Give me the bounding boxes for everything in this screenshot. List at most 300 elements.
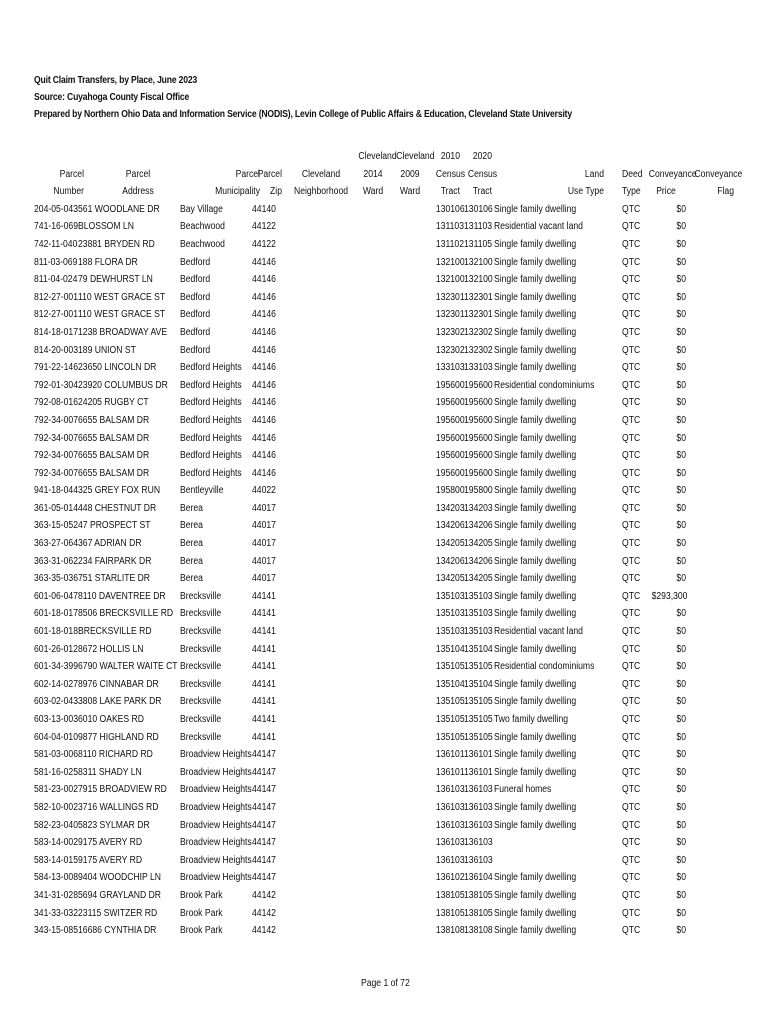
conveyance-price-cell: $0 [676,784,686,796]
deed-type-cell: QTC [622,274,641,286]
deed-type-cell: QTC [622,432,641,444]
parcel-municipality-cell: Brecksville [180,696,222,708]
table-row [0,500,770,518]
parcel-number-cell: 601-06-047 [34,590,78,602]
parcel-municipality-cell: Bay Village [180,203,223,215]
parcel-number-cell: 792-34-007 [34,414,78,426]
deed-type-cell: QTC [622,925,641,937]
conveyance-price-cell: $0 [676,379,686,391]
parcel-municipality-cell: Bedford Heights [180,397,242,409]
land-use-type-cell: Single family dwelling [494,801,577,813]
table-row [0,517,770,535]
parcel-address-cell: 5694 GRAYLAND DR [78,889,162,901]
parcel-zip-cell: 44146 [252,379,276,391]
deed-type-cell: QTC [622,837,641,849]
land-use-type-cell: Single family dwelling [494,538,577,550]
land-use-type-cell: Single family dwelling [494,731,577,743]
census-tract-2010-cell: 135105 [435,661,465,673]
parcel-address-cell: 3716 WALLINGS RD [78,801,159,813]
deed-type-cell: QTC [622,714,641,725]
conveyance-price-cell: $0 [676,872,686,884]
parcel-number-cell: 363-35-036 [34,573,78,585]
census-tract-2010-cell: 135103 [435,626,465,638]
deed-type-cell: QTC [622,608,641,620]
conveyance-price-cell: $0 [676,432,686,444]
parcel-address-cell: 189 UNION ST [78,344,136,356]
conveyance-price-cell: $0 [676,238,686,250]
parcel-number-cell: 363-27-064 [34,538,78,550]
deed-type-cell: QTC [622,889,641,901]
table-row [0,465,770,483]
parcel-address-cell: 7915 BROADVIEW RD [78,784,167,796]
parcel-municipality-cell: Bedford Heights [180,379,242,391]
census-tract-2010-cell: 136103 [435,854,465,866]
census-tract-2010-cell: 132302 [435,344,465,356]
column-header-ward-2009: Ward [399,186,421,198]
deed-type-cell: QTC [622,766,641,778]
table-header-row [0,166,770,184]
land-use-type-cell: Single family dwelling [494,608,577,620]
census-tract-2020-cell: 136103 [464,854,493,866]
land-use-type-cell: Single family dwelling [494,643,577,655]
land-use-type-cell: Single family dwelling [494,362,577,374]
deed-type-cell: QTC [622,678,641,690]
parcel-municipality-cell: Beachwood [180,221,225,233]
land-use-type-cell: Single family dwelling [494,678,577,690]
land-use-type-cell: Single family dwelling [494,520,577,532]
table-row [0,377,770,395]
parcel-zip-cell: 44146 [252,467,276,479]
column-header-census-tract-2020: Census [467,168,498,180]
parcel-address-cell: 6655 BALSAM DR [78,450,150,462]
census-tract-2020-cell: 195600 [464,397,493,409]
conveyance-price-cell: $0 [676,749,686,761]
table-row [0,623,770,641]
parcel-address-cell: 6790 WALTER WAITE CT [78,661,178,673]
parcel-zip-cell: 44147 [252,837,276,849]
column-header-ward-2014: Cleveland [358,151,397,162]
parcel-municipality-cell: Broadview Heights [180,784,252,796]
conveyance-price-cell: $293,300 [651,590,688,602]
table-row [0,799,770,817]
parcel-number-cell: 602-14-027 [34,678,78,690]
deed-type-cell: QTC [622,485,641,497]
parcel-number-cell: 812-27-001 [34,309,78,321]
parcel-address-cell: 188 FLORA DR [78,256,138,268]
census-tract-2020-cell: 132301 [464,291,493,303]
parcel-zip-cell: 44147 [252,766,276,778]
census-tract-2020-cell: 134206 [464,555,493,567]
parcel-zip-cell: 44022 [252,485,276,497]
conveyance-price-cell: $0 [676,467,686,479]
column-header-conveyance-price: Price [656,186,676,198]
conveyance-price-cell: $0 [676,291,686,303]
census-tract-2020-cell: 131103 [464,221,493,233]
parcel-address-cell: 9175 AVERY RD [78,837,143,849]
land-use-type-cell: Residential vacant land [494,626,583,638]
table-row [0,342,770,360]
conveyance-price-cell: $0 [676,520,686,532]
census-tract-2020-cell: 132301 [464,309,493,321]
deed-type-cell: QTC [622,661,641,673]
census-tract-2010-cell: 135105 [435,731,465,743]
parcel-number-cell: 792-01-304 [34,379,78,391]
census-tract-2010-cell: 130106 [435,203,465,215]
land-use-type-cell: Residential vacant land [494,221,583,233]
parcel-address-cell: 5823 SYLMAR DR [78,819,150,831]
column-header-cleveland-neighborhood: Cleveland [301,168,341,180]
census-tract-2010-cell: 132100 [435,256,465,268]
conveyance-price-cell: $0 [676,643,686,655]
parcel-municipality-cell: Bedford Heights [180,450,242,462]
census-tract-2020-cell: 131105 [464,238,493,250]
deed-type-cell: QTC [622,309,641,321]
census-tract-2010-cell: 195600 [435,414,465,426]
land-use-type-cell: Single family dwelling [494,590,577,602]
table-row [0,905,770,923]
census-tract-2020-cell: 134205 [464,538,493,550]
quit-claim-table [0,148,770,940]
census-tract-2010-cell: 195600 [435,379,465,391]
census-tract-2020-cell: 135105 [464,661,493,673]
parcel-address-cell: 6010 OAKES RD [78,714,144,725]
land-use-type-cell: Single family dwelling [494,485,577,497]
parcel-number-cell: 341-33-032 [34,907,78,919]
conveyance-price-cell: $0 [676,696,686,708]
column-header-parcel-zip: Parcel [257,168,282,180]
parcel-municipality-cell: Broadview Heights [180,837,252,849]
conveyance-price-cell: $0 [676,819,686,831]
conveyance-price-cell: $0 [676,414,686,426]
conveyance-price-cell: $0 [676,203,686,215]
parcel-address-cell: 3808 LAKE PARK DR [78,696,162,708]
census-tract-2010-cell: 134203 [435,502,465,514]
census-tract-2020-cell: 138105 [464,907,493,919]
parcel-municipality-cell: Brecksville [180,590,222,602]
parcel-address-cell: BLOSSOM LN [78,221,134,233]
table-row [0,676,770,694]
parcel-municipality-cell: Broadview Heights [180,819,252,831]
conveyance-price-cell: $0 [676,907,686,919]
census-tract-2020-cell: 136104 [464,872,493,884]
conveyance-price-cell: $0 [676,925,686,937]
parcel-address-cell: 16686 CYNTHIA DR [78,925,157,937]
land-use-type-cell: Single family dwelling [494,397,577,409]
parcel-zip-cell: 44147 [252,749,276,761]
table-row [0,729,770,747]
census-tract-2010-cell: 138105 [435,907,465,919]
table-row [0,236,770,254]
parcel-zip-cell: 44146 [252,344,276,356]
column-header-parcel-address: Parcel [125,168,151,180]
parcel-number-cell: 583-14-002 [34,837,78,849]
parcel-number-cell: 603-13-003 [34,714,78,725]
deed-type-cell: QTC [622,749,641,761]
census-tract-2020-cell: 136103 [464,784,493,796]
census-tract-2010-cell: 132301 [435,309,465,321]
parcel-address-cell: 23920 COLUMBUS DR [78,379,168,391]
conveyance-price-cell: $0 [676,344,686,356]
column-header-conveyance-flag: Flag [717,186,734,198]
parcel-number-cell: 792-34-007 [34,450,78,462]
parcel-zip-cell: 44141 [252,678,276,690]
parcel-address-cell: 8110 DAVENTREE DR [78,590,166,602]
deed-type-cell: QTC [622,819,641,831]
census-tract-2020-cell: 134203 [464,502,493,514]
deed-type-cell: QTC [622,590,641,602]
column-header-ward-2014: 2014 [363,168,383,180]
parcel-number-cell: 361-05-014 [34,502,78,514]
parcel-number-cell: 601-26-012 [34,643,78,655]
deed-type-cell: QTC [622,907,641,919]
land-use-type-cell: Single family dwelling [494,749,577,761]
census-tract-2020-cell: 195600 [464,379,493,391]
report-header [34,75,660,126]
deed-type-cell: QTC [622,520,641,532]
land-use-type-cell: Single family dwelling [494,344,577,356]
table-row [0,869,770,887]
census-tract-2020-cell: 195600 [464,432,493,444]
parcel-zip-cell: 44146 [252,326,276,338]
column-header-ward-2009: Cleveland [396,151,435,162]
deed-type-cell: QTC [622,467,641,479]
census-tract-2010-cell: 195600 [435,450,465,462]
census-tract-2020-cell: 135103 [464,590,493,602]
parcel-municipality-cell: Broadview Heights [180,854,252,866]
census-tract-2020-cell: 136101 [464,749,493,761]
land-use-type-cell: Single family dwelling [494,555,577,567]
column-header-conveyance-flag: Conveyance [694,168,743,180]
land-use-type-cell: Residential condominiums [494,661,595,673]
parcel-zip-cell: 44146 [252,291,276,303]
parcel-address-cell: 1238 BROADWAY AVE [78,326,168,338]
table-row [0,412,770,430]
parcel-zip-cell: 44141 [252,696,276,708]
table-row [0,570,770,588]
census-tract-2020-cell: 136103 [464,837,493,849]
column-header-parcel-municipality: Parcel [235,168,260,180]
parcel-address-cell: 234 FAIRPARK DR [78,555,152,567]
parcel-zip-cell: 44017 [252,573,276,585]
land-use-type-cell: Single family dwelling [494,291,577,303]
table-row [0,271,770,289]
parcel-zip-cell: 44142 [252,889,276,901]
parcel-address-cell: 751 STARLITE DR [78,573,151,585]
parcel-number-cell: 741-16-069 [34,221,78,233]
census-tract-2010-cell: 132100 [435,274,465,286]
parcel-municipality-cell: Bedford Heights [180,467,242,479]
parcel-number-cell: 811-04-024 [34,274,78,286]
parcel-municipality-cell: Broadview Heights [180,766,252,778]
parcel-number-cell: 363-31-062 [34,555,78,567]
parcel-number-cell: 811-03-069 [34,256,78,268]
census-tract-2020-cell: 135104 [464,643,493,655]
census-tract-2020-cell: 132302 [464,326,493,338]
parcel-number-cell: 601-34-399 [34,661,78,673]
land-use-type-cell: Single family dwelling [494,203,577,215]
census-tract-2020-cell: 136101 [464,766,493,778]
deed-type-cell: QTC [622,203,641,215]
conveyance-price-cell: $0 [676,502,686,514]
census-tract-2020-cell: 138105 [464,889,493,901]
land-use-type-cell: Single family dwelling [494,872,577,884]
parcel-zip-cell: 44141 [252,714,276,725]
deed-type-cell: QTC [622,379,641,391]
column-header-parcel-zip: Zip [270,186,282,198]
table-row [0,764,770,782]
parcel-zip-cell: 44147 [252,872,276,884]
parcel-number-cell: 581-03-006 [34,749,78,761]
parcel-municipality-cell: Brecksville [180,731,222,743]
deed-type-cell: QTC [622,626,641,638]
parcel-address-cell: 110 WEST GRACE ST [78,309,166,321]
parcel-municipality-cell: Brecksville [180,678,222,690]
land-use-type-cell: Single family dwelling [494,502,577,514]
table-row [0,306,770,324]
census-tract-2010-cell: 136101 [435,749,465,761]
parcel-zip-cell: 44141 [252,731,276,743]
parcel-address-cell: 561 WOODLANE DR [78,203,160,215]
census-tract-2010-cell: 134206 [435,520,465,532]
deed-type-cell: QTC [622,221,641,233]
parcel-zip-cell: 44146 [252,309,276,321]
deed-type-cell: QTC [622,696,641,708]
table-header-row [0,183,770,201]
conveyance-price-cell: $0 [676,626,686,638]
table-row [0,711,770,729]
census-tract-2020-cell: 135105 [464,731,493,743]
column-header-census-tract-2010: Census [435,168,466,180]
table-row [0,817,770,835]
census-tract-2020-cell: 136103 [464,801,493,813]
census-tract-2010-cell: 136103 [435,819,465,831]
conveyance-price-cell: $0 [676,573,686,585]
land-use-type-cell: Single family dwelling [494,573,577,585]
conveyance-price-cell: $0 [676,678,686,690]
parcel-address-cell: 110 WEST GRACE ST [78,291,166,303]
land-use-type-cell: Funeral homes [494,784,552,796]
parcel-municipality-cell: Brecksville [180,626,222,638]
parcel-address-cell: 8506 BRECKSVILLE RD [78,608,174,620]
parcel-municipality-cell: Bedford [180,326,211,338]
land-use-type-cell: Single family dwelling [494,326,577,338]
parcel-municipality-cell: Berea [180,538,203,550]
land-use-type-cell: Single family dwelling [494,309,577,321]
parcel-address-cell: 23650 LINCOLN DR [78,362,157,374]
census-tract-2020-cell: 135104 [464,678,493,690]
parcel-zip-cell: 44146 [252,450,276,462]
column-header-census-tract-2020: Tract [472,186,492,198]
parcel-zip-cell: 44147 [252,784,276,796]
conveyance-price-cell: $0 [676,397,686,409]
deed-type-cell: QTC [622,555,641,567]
parcel-zip-cell: 44142 [252,907,276,919]
parcel-municipality-cell: Bedford Heights [180,414,242,426]
parcel-zip-cell: 44146 [252,397,276,409]
parcel-municipality-cell: Berea [180,502,203,514]
census-tract-2020-cell: 135105 [464,714,493,725]
parcel-zip-cell: 44141 [252,661,276,673]
parcel-zip-cell: 44146 [252,362,276,374]
land-use-type-cell: Single family dwelling [494,925,577,937]
deed-type-cell: QTC [622,643,641,655]
conveyance-price-cell: $0 [676,714,686,725]
table-row [0,324,770,342]
deed-type-cell: QTC [622,784,641,796]
parcel-zip-cell: 44141 [252,590,276,602]
census-tract-2020-cell: 195800 [464,485,493,497]
census-tract-2010-cell: 135103 [435,608,465,620]
parcel-address-cell: 367 ADRIAN DR [78,538,142,550]
parcel-number-cell: 582-23-040 [34,819,78,831]
census-tract-2010-cell: 195800 [435,485,465,497]
parcel-municipality-cell: Bedford Heights [180,432,242,444]
parcel-zip-cell: 44147 [252,854,276,866]
conveyance-price-cell: $0 [676,608,686,620]
column-header-census-tract-2020: 2020 [472,151,492,162]
parcel-municipality-cell: Bedford [180,256,211,268]
conveyance-price-cell: $0 [676,837,686,849]
deed-type-cell: QTC [622,414,641,426]
column-header-deed-type: Deed [622,168,643,180]
column-header-parcel-address: Address [122,186,154,198]
column-header-deed-type: Type [622,186,641,198]
deed-type-cell: QTC [622,538,641,550]
column-header-parcel-municipality: Municipality [215,186,260,198]
conveyance-price-cell: $0 [676,256,686,268]
conveyance-price-cell: $0 [676,309,686,321]
land-use-type-cell: Single family dwelling [494,907,577,919]
parcel-address-cell: 448 CHESTNUT DR [78,502,157,514]
census-tract-2010-cell: 134206 [435,555,465,567]
parcel-zip-cell: 44142 [252,925,276,937]
census-tract-2010-cell: 136103 [435,784,465,796]
parcel-zip-cell: 44147 [252,819,276,831]
parcel-address-cell: 6655 BALSAM DR [78,467,150,479]
deed-type-cell: QTC [622,573,641,585]
census-tract-2010-cell: 132302 [435,326,465,338]
census-tract-2010-cell: 134205 [435,538,465,550]
land-use-type-cell: Single family dwelling [494,889,577,901]
parcel-number-cell: 941-18-044 [34,485,78,497]
parcel-municipality-cell: Brecksville [180,661,222,673]
land-use-type-cell: Single family dwelling [494,256,577,268]
parcel-number-cell: 792-08-016 [34,397,78,409]
parcel-zip-cell: 44146 [252,256,276,268]
table-row [0,218,770,236]
parcel-number-cell: 791-22-146 [34,362,78,374]
table-row [0,746,770,764]
column-header-ward-2009: 2009 [400,168,420,180]
column-header-conveyance-price: Conveyance [648,168,697,180]
census-tract-2020-cell: 138108 [464,925,493,937]
census-tract-2010-cell: 135105 [435,714,465,725]
page-number: Page 1 of 72 [360,978,410,989]
parcel-number-cell: 601-18-018 [34,626,78,638]
deed-type-cell: QTC [622,238,641,250]
parcel-address-cell: 79 DEWHURST LN [78,274,153,286]
table-row [0,693,770,711]
parcel-number-cell: 581-16-025 [34,766,78,778]
census-tract-2020-cell: 132302 [464,344,493,356]
census-tract-2020-cell: 135105 [464,696,493,708]
parcel-address-cell: 9877 HIGHLAND RD [78,731,159,743]
parcel-number-cell: 341-31-028 [34,889,78,901]
conveyance-price-cell: $0 [676,221,686,233]
census-tract-2010-cell: 136102 [435,872,465,884]
conveyance-price-cell: $0 [676,274,686,286]
census-tract-2010-cell: 135104 [435,643,465,655]
